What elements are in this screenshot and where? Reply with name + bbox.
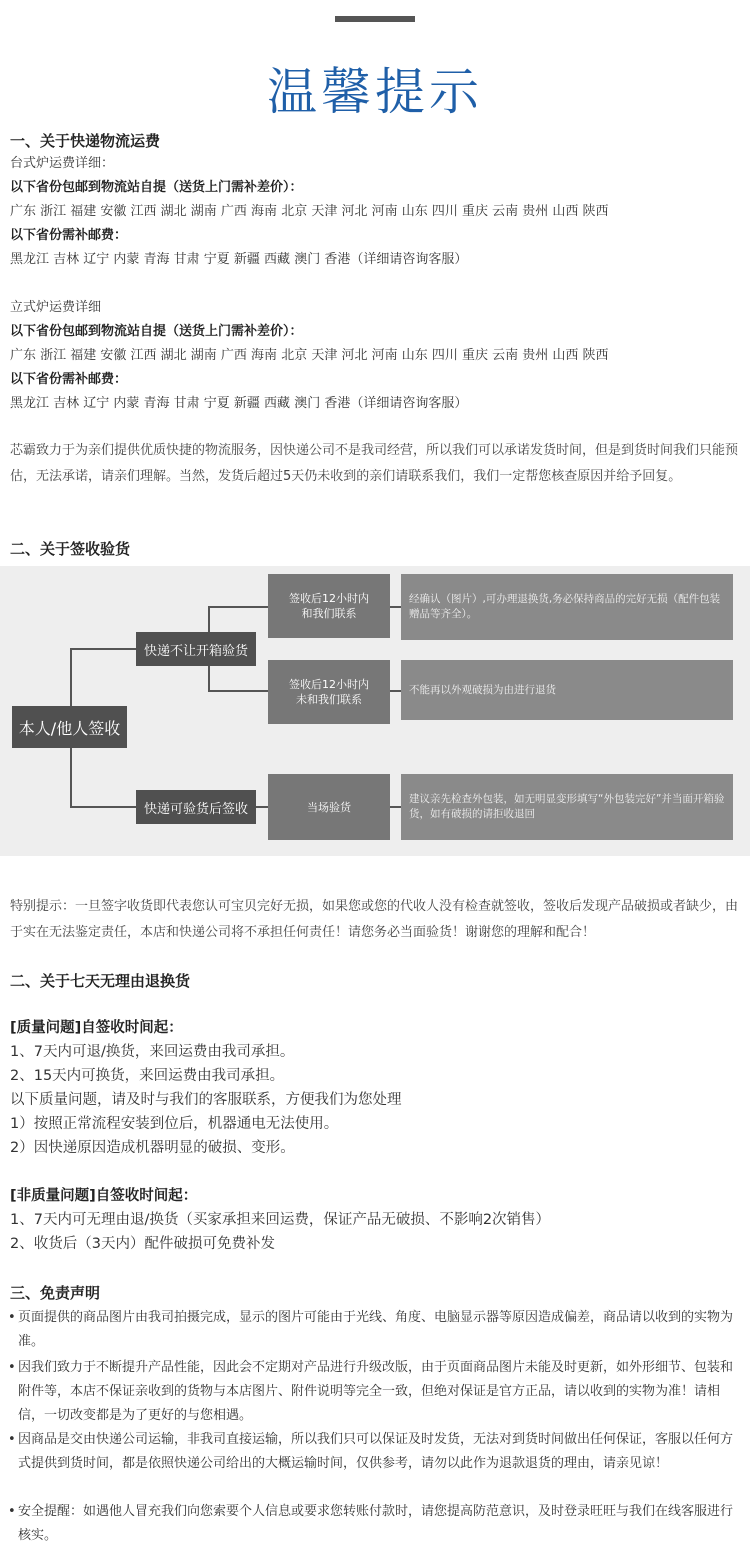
shipping-note: 芯霸致力于为亲们提供优质快捷的物流服务，因快递公司不是我司经营，所以我们可以承诺发货时间，但是到货时间我们只能预估，无法承诺，请亲们理解。当然，发货后超过5天仍未收到的亲们请联系我们，我们一定帮您核查原因并给予回复。 xyxy=(10,443,739,484)
branch-no-inspection: 快递不让开箱验货 xyxy=(136,632,256,666)
bullet-dot-icon: • xyxy=(8,1310,16,1325)
desc-return-allowed: 经确认（图片）,可办理退换货,务必保持商品的完好无损（配件包装赠品等齐全）。 xyxy=(401,574,733,640)
desc-inspect-advice: 建议亲先检查外包装，如无明显变形填写“外包装完好”并当面开箱验货，如有破损的请拒收退回 xyxy=(401,774,733,840)
stand-pickup-label: 以下省份包邮到物流站自提（送货上门需补差价）： xyxy=(10,324,303,339)
disclaimer-item: • 页面提供的商品图片由我司拍摄完成，显示的图片可能由于光线、角度、电脑显示器等原因造成偏差，商品请以收到的实物为准。 xyxy=(8,1306,743,1354)
nonquality-item: 2、收货后（3天内）配件破损可免费补发 xyxy=(10,1236,275,1252)
quality-item: 以下质量问题，请及时与我们的客服联系，方便我们为您处理 xyxy=(10,1092,402,1108)
section3-heading: 二、关于七天无理由退换货 xyxy=(10,972,191,990)
quality-item: 1）按照正常流程安装到位后，机器通电无法使用。 xyxy=(10,1116,339,1132)
desc-no-return: 不能再以外观破损为由进行退货 xyxy=(401,660,733,720)
quality-item: 2、15天内可换货，来回运费由我司承担。 xyxy=(10,1068,285,1084)
desk-pickup-provinces: 广东 浙江 福建 安徽 江西 湖北 湖南 广西 海南 北京 天津 河北 河南 山东 四川 重庆 云南 贵州 山西 陕西 xyxy=(10,204,609,219)
section4-heading: 三、免责声明 xyxy=(10,1284,101,1302)
branch-inspection: 快递可验货后签收 xyxy=(136,790,256,824)
top-divider-bar xyxy=(335,16,415,22)
desk-extra-label: 以下省份需补邮费： xyxy=(10,228,128,243)
stand-extra-label: 以下省份需补邮费： xyxy=(10,372,128,387)
leaf-contact-within-12h: 签收后12小时内和我们联系 xyxy=(268,574,390,638)
desk-extra-provinces: 黑龙江 吉林 辽宁 内蒙 青海 甘肃 宁夏 新疆 西藏 澳门 香港（详细请咨询客服） xyxy=(10,252,468,267)
stand-extra-provinces: 黑龙江 吉林 辽宁 内蒙 青海 甘肃 宁夏 新疆 西藏 澳门 香港（详细请咨询客服） xyxy=(10,396,468,411)
quality-item: 1、7天内可退/换货，来回运费由我司承担。 xyxy=(10,1044,295,1060)
desk-label: 台式炉运费详细： xyxy=(10,156,115,171)
section1-heading: 一、关于快递物流运费 xyxy=(10,132,161,150)
quality-title: [质量问题]自签收时间起： xyxy=(10,1020,183,1036)
inspection-note: 特别提示：一旦签字收货即代表您认可宝贝完好无损，如果您或您的代收人没有检查就签收，签收后发现产品破损或者缺少，由于实在无法鉴定责任，本店和快递公司将不承担任何责任！请您务必当面验货！谢谢您的理解和配合！ xyxy=(10,899,739,940)
nonquality-item: 1、7天内可无理由退/换货（买家承担来回运费，保证产品无破损、不影响2次销售） xyxy=(10,1212,551,1228)
disclaimer-item: • 安全提醒：如遇他人冒充我们向您索要个人信息或要求您转账付款时，请您提高防范意识，及时登录旺旺与我们在线客服进行核实。 xyxy=(8,1500,743,1548)
bullet-dot-icon: • xyxy=(8,1504,16,1519)
root-box: 本人/他人签收 xyxy=(12,706,127,748)
disclaimer-item: • 因商品是交由快递公司运输，非我司直接运输，所以我们只可以保证及时发货，无法对到货时间做出任何保证，客服以任何方式提供到货时间，都是依照快递公司给出的大概运输时间，仅供参考，请勿以此作为退款退货的理由，请亲见谅！ xyxy=(8,1428,743,1476)
stand-pickup-provinces: 广东 浙江 福建 安徽 江西 湖北 湖南 广西 海南 北京 天津 河北 河南 山东 四川 重庆 云南 贵州 山西 陕西 xyxy=(10,348,609,363)
page-title: 温馨提示 xyxy=(267,63,483,121)
leaf-no-contact-12h: 签收后12小时内未和我们联系 xyxy=(268,660,390,724)
bullet-dot-icon: • xyxy=(8,1360,16,1375)
section2-heading: 二、关于签收验货 xyxy=(10,540,131,558)
inspection-flow-diagram xyxy=(0,566,750,856)
bullet-dot-icon: • xyxy=(8,1432,16,1447)
nonquality-title: [非质量问题]自签收时间起： xyxy=(10,1188,198,1204)
quality-item: 2）因快递原因造成机器明显的破损、变形。 xyxy=(10,1140,295,1156)
desk-pickup-label: 以下省份包邮到物流站自提（送货上门需补差价）： xyxy=(10,180,303,195)
stand-label: 立式炉运费详细 xyxy=(10,300,102,315)
disclaimer-item: • 因我们致力于不断提升产品性能，因此会不定期对产品进行升级改版，由于页面商品图片未能及时更新，如外形细节、包装和附件等，本店不保证亲收到的货物与本店图片、附件说明等完全一致，但绝对保证是官方正品，请以收到的实物为准！请相信，一切改变都是为了更好的与您相遇。 xyxy=(8,1356,743,1428)
leaf-on-site-inspection: 当场验货 xyxy=(268,774,390,840)
